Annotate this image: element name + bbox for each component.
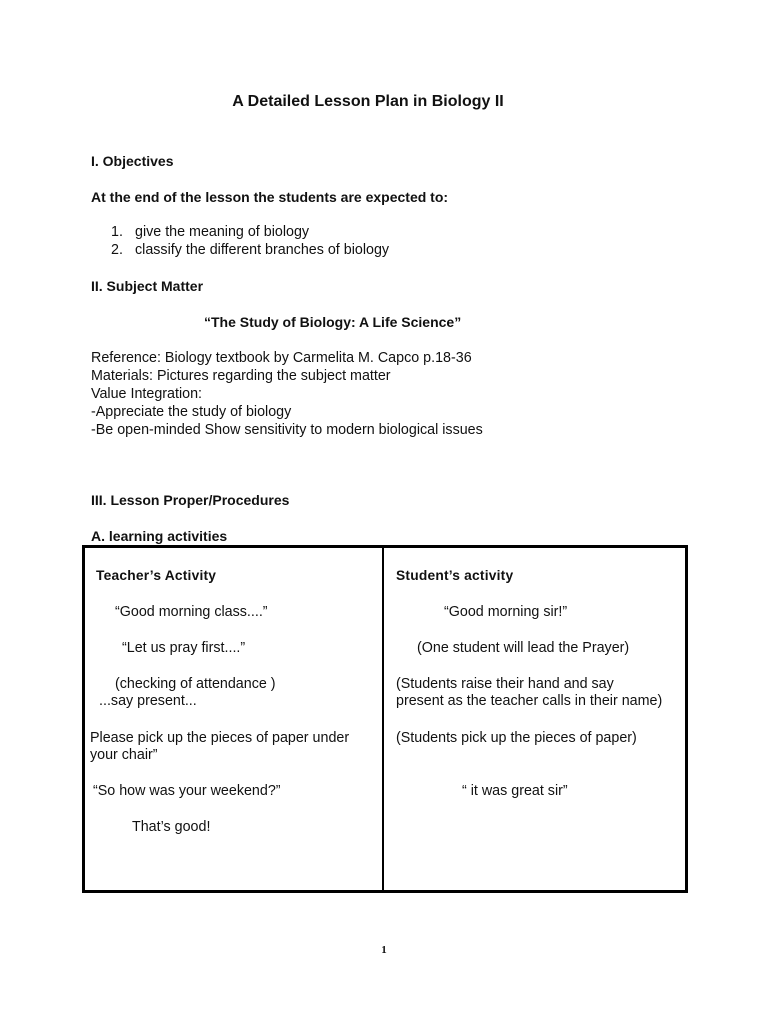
procedures-heading: III. Lesson Proper/Procedures: [91, 492, 290, 508]
reference-line: Reference: Biology textbook by Carmelita M. Capco p.18-36: [91, 350, 472, 366]
teacher-greeting: “Good morning class....”: [115, 604, 268, 620]
value-integration-line: Value Integration:: [91, 386, 203, 402]
teacher-column-header: Teacher’s Activity: [96, 568, 217, 583]
student-attendance: (Students raise their hand and say: [396, 676, 614, 692]
subject-matter-heading: II. Subject Matter: [91, 278, 204, 294]
teacher-pray: “Let us pray first....”: [122, 640, 246, 656]
teacher-paper-instruction: Please pick up the pieces of paper under: [90, 730, 350, 746]
list-item-text: classify the different branches of biology: [135, 242, 390, 258]
teacher-response: That’s good!: [132, 819, 211, 835]
teacher-paper-instruction-cont: your chair”: [90, 747, 158, 763]
value-item: -Be open-minded Show sensitivity to modern biological issues: [91, 422, 483, 438]
student-paper: (Students pick up the pieces of paper): [396, 730, 637, 746]
list-item: [111, 241, 389, 259]
student-weekend-answer: “ it was great sir”: [462, 783, 568, 799]
student-attendance-cont: present as the teacher calls in their name): [396, 693, 663, 709]
teacher-weekend-question: “So how was your weekend?”: [93, 783, 281, 799]
learning-activities-heading: A. learning activities: [91, 528, 228, 544]
list-item-number: 2.: [111, 242, 123, 258]
table-column-divider: [382, 548, 384, 890]
list-item-number: 1.: [111, 224, 123, 240]
objectives-list: [111, 223, 389, 259]
subject-info: [91, 349, 483, 439]
value-item: -Appreciate the study of biology: [91, 404, 292, 420]
list-item: [111, 223, 389, 241]
objectives-heading: I. Objectives: [91, 153, 174, 169]
subject-topic: “The Study of Biology: A Life Science”: [204, 314, 462, 330]
page-number: 1: [381, 944, 387, 956]
materials-line: Materials: Pictures regarding the subject matter: [91, 368, 391, 384]
teacher-attendance-prompt: ...say present...: [99, 693, 197, 709]
activities-table: [82, 545, 688, 893]
student-pray: (One student will lead the Prayer): [417, 640, 630, 656]
teacher-attendance: (checking of attendance ): [115, 676, 276, 692]
page-title: A Detailed Lesson Plan in Biology II: [232, 93, 504, 110]
list-item-text: give the meaning of biology: [135, 224, 310, 240]
student-greeting: “Good morning sir!”: [444, 604, 568, 620]
objectives-intro: At the end of the lesson the students are expected to:: [91, 189, 449, 205]
student-column-header: Student’s activity: [396, 568, 514, 583]
